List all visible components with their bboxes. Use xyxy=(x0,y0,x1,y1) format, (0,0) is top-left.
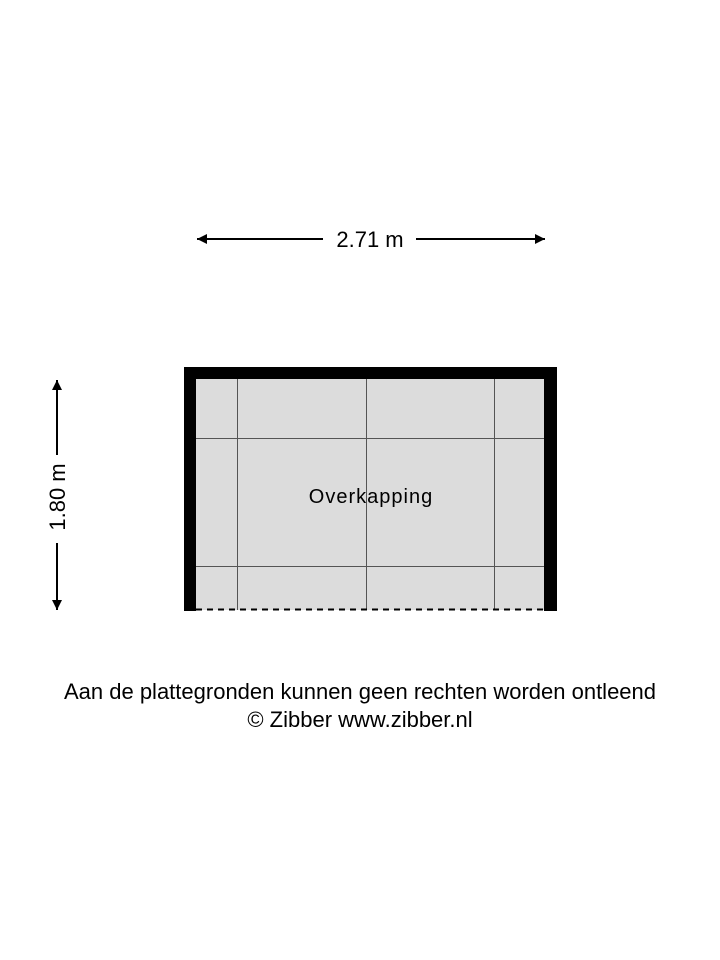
footer-disclaimer: Aan de plattegronden kunnen geen rechten worden ontleend xyxy=(63,679,657,704)
room-overkapping xyxy=(184,367,557,611)
width-dimension-label: 2.71 m xyxy=(336,227,404,252)
width-dimension xyxy=(197,227,545,252)
room-label: Overkapping xyxy=(308,486,434,508)
footer-copyright: © Zibber www.zibber.nl xyxy=(247,707,473,732)
wall-left xyxy=(184,367,196,611)
wall-right xyxy=(544,367,557,611)
height-dimension xyxy=(45,380,70,610)
height-dimension-label: 1.80 m xyxy=(45,463,70,531)
wall-top xyxy=(184,367,557,379)
